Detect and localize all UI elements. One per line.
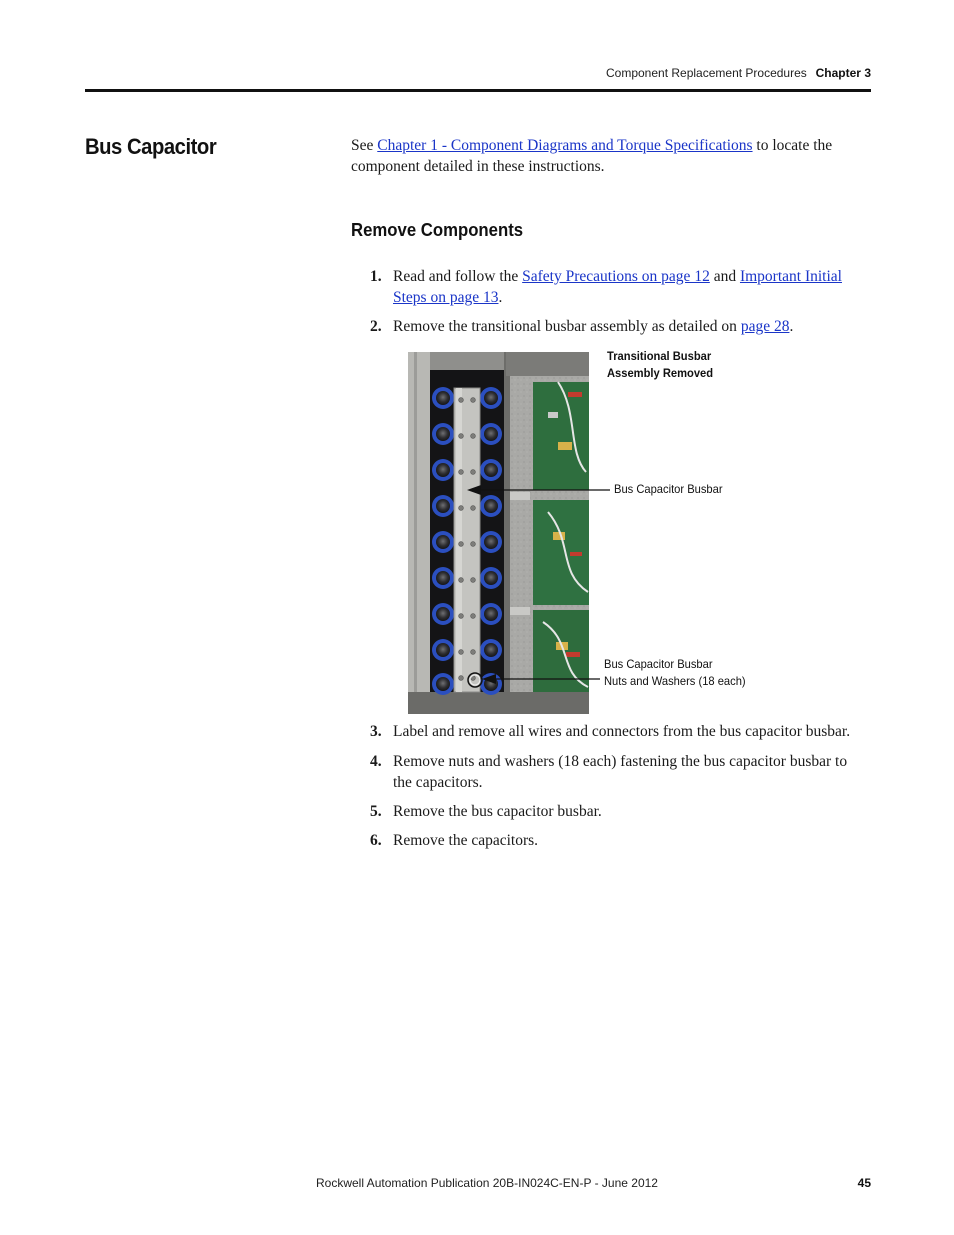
bus-capacitor-photo — [408, 352, 589, 714]
footer-publication: Rockwell Automation Publication 20B-IN024C-EN-P - June 2012 — [316, 1176, 658, 1190]
step-1: 1. Read and follow the Safety Precautions on page 12 and Important Initial Steps on page 13. — [370, 268, 842, 306]
step-2: 2. Remove the transitional busbar assembly as detailed on page 28. — [370, 318, 794, 335]
step-4: 4. Remove nuts and washers (18 each) fastening the bus capacitor busbar to the capacitors. — [370, 753, 848, 791]
page-28-link[interactable]: page 28 — [740, 318, 790, 335]
subheading-remove-components: Remove Components — [351, 220, 524, 240]
header-rule — [85, 89, 871, 92]
step-3: 3. Label and remove all wires and connectors from the bus capacitor busbar. — [370, 723, 851, 740]
callout-nuts-and-washers: Bus Capacitor Busbar Nuts and Washers (18 each) — [604, 657, 746, 688]
intro-paragraph: See Chapter 1 - Component Diagrams and Torque Specifications to locate the component detailed in these instructions. — [351, 137, 833, 175]
safety-precautions-link[interactable]: Safety Precautions on page 12 — [522, 268, 710, 285]
callout-bus-capacitor-busbar: Bus Capacitor Busbar — [614, 482, 723, 496]
running-header-chapter: Chapter 3 — [815, 66, 871, 80]
figure-caption: Transitional Busbar Assembly Removed — [607, 349, 714, 380]
step-5: 5. Remove the bus capacitor busbar. — [370, 803, 602, 820]
page-number: 45 — [857, 1176, 871, 1190]
important-initial-steps-link[interactable]: Important Initial Steps on page 13 — [393, 268, 842, 306]
section-title: Bus Capacitor — [85, 134, 217, 159]
running-header-section: Component Replacement Procedures — [606, 66, 807, 80]
chapter-1-link[interactable]: Chapter 1 - Component Diagrams and Torque Specifications — [377, 137, 753, 154]
step-6: 6. Remove the capacitors. — [370, 832, 539, 849]
